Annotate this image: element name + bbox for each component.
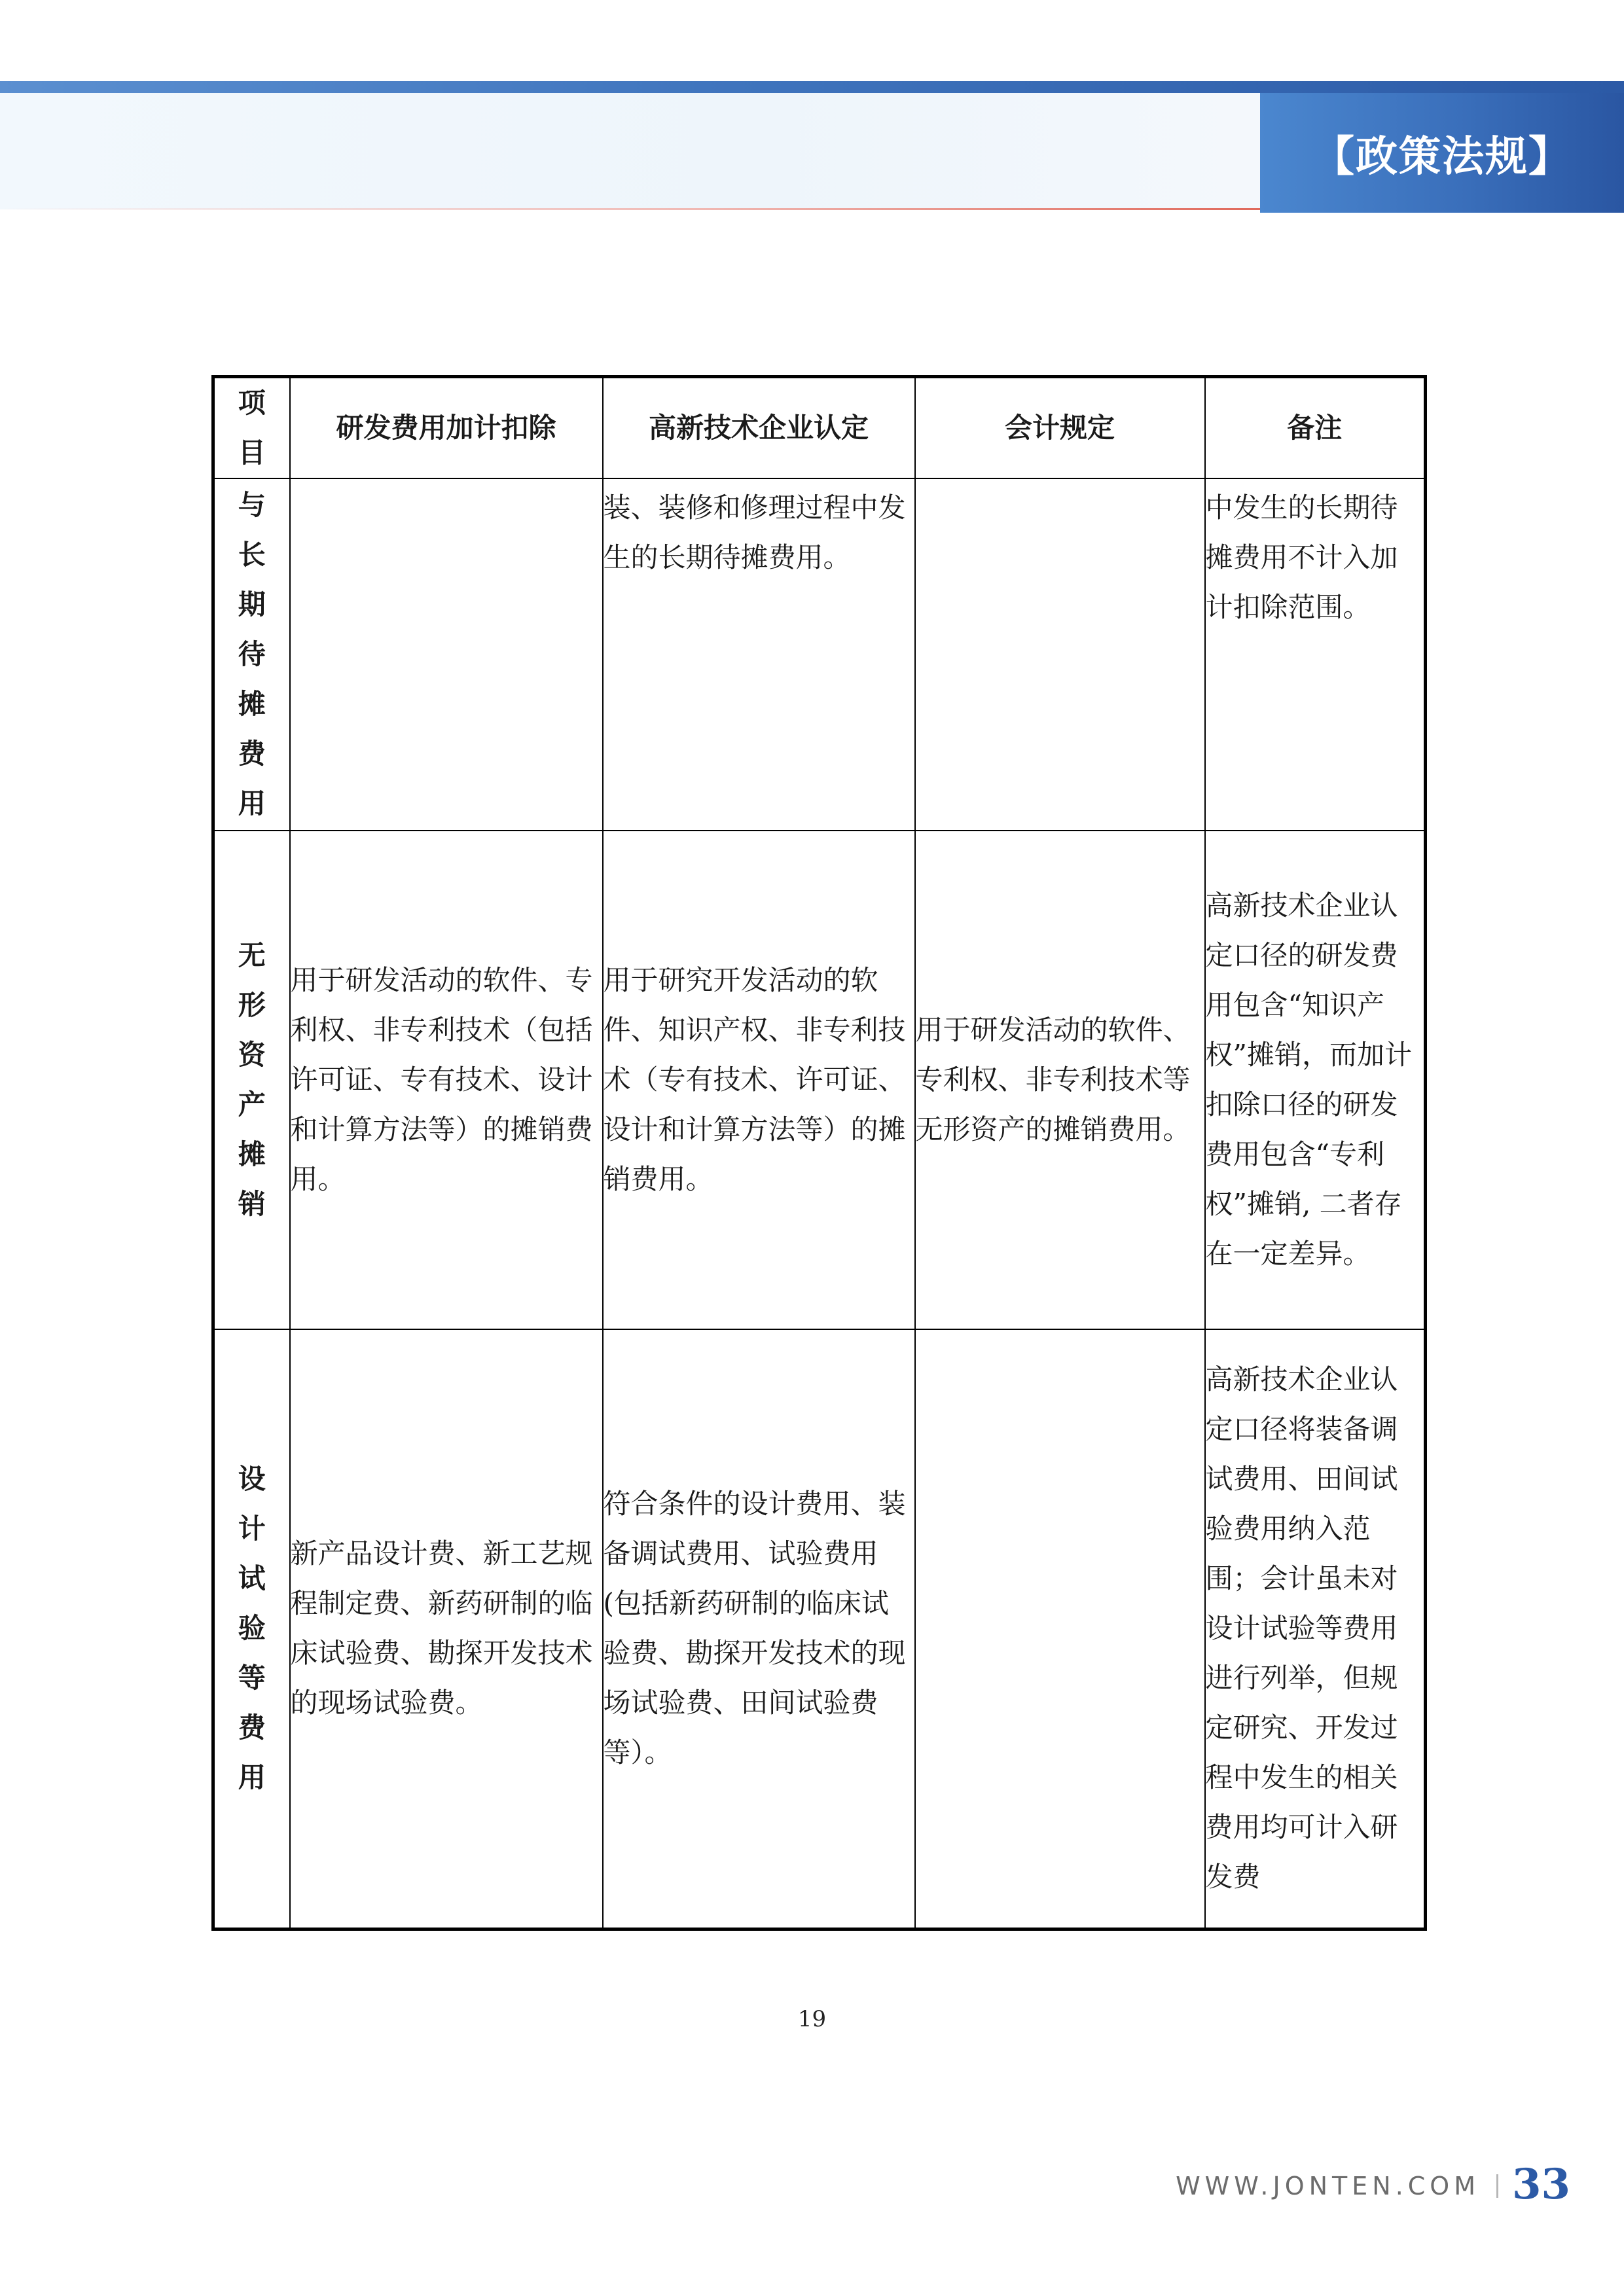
row-hnte: 装、装修和修理过程中发生的长期待摊费用。 <box>603 478 915 831</box>
table-row <box>213 1329 1426 1929</box>
page-number: 19 <box>797 2006 827 2032</box>
header-hnte: 高新技术企业认定 <box>603 377 915 479</box>
row-remark: 高新技术企业认定口径将装备调试费用、田间试验费用纳入范围；会计虽未对设计试验等费用进行列举，但规定研究、开发过程中发生的相关费用均可计入研发费 <box>1205 1329 1426 1929</box>
row-rd-deduction: 新产品设计费、新工艺规程制定费、新药研制的临床试验费、勘探开发技术的现场试验费。 <box>290 1329 603 1929</box>
row-rd-deduction <box>290 478 603 831</box>
section-title: 【政策法规】 <box>1312 132 1572 181</box>
row-item: 与长期待摊费用 <box>213 478 290 831</box>
section-tab <box>1260 93 1624 213</box>
header-item: 项目 <box>213 377 290 479</box>
header-rd-deduction: 研发费用加计扣除 <box>290 377 603 479</box>
header-accounting: 会计规定 <box>915 377 1205 479</box>
table-header-row <box>213 377 1426 479</box>
row-remark: 高新技术企业认定口径的研发费用包含“知识产权”摊销，而加计扣除口径的研发费用包含“专利权”摊销, 二者存在一定差异。 <box>1205 831 1426 1329</box>
magazine-page-number: 33 <box>1512 2160 1571 2209</box>
row-rd-deduction: 用于研发活动的软件、专利权、非专利技术（包括许可证、专有技术、设计和计算方法等）的摊销费用。 <box>290 831 603 1329</box>
comparison-table <box>211 375 1427 1931</box>
row-hnte: 用于研究开发活动的软件、知识产权、非专利技术（专有技术、许可证、设计和计算方法等）的摊销费用。 <box>603 831 915 1329</box>
row-hnte: 符合条件的设计费用、装备调试费用、试验费用(包括新药研制的临床试验费、勘探开发技术的现场试验费、田间试验费等）。 <box>603 1329 915 1929</box>
row-accounting <box>915 1329 1205 1929</box>
row-item: 设计试验等费用 <box>213 1329 290 1929</box>
row-accounting: 用于研发活动的软件、专利权、非专利技术等无形资产的摊销费用。 <box>915 831 1205 1329</box>
website-url: WWW.JONTEN.COM <box>1176 2172 1480 2200</box>
header-accent-line <box>0 81 1624 93</box>
header-band <box>0 93 1260 209</box>
row-accounting <box>915 478 1205 831</box>
row-remark: 中发生的长期待摊费用不计入加计扣除范围。 <box>1205 478 1426 831</box>
header-remark: 备注 <box>1205 377 1426 479</box>
table-row <box>213 831 1426 1329</box>
footer-divider <box>1496 2174 1498 2198</box>
row-item: 无形资产摊销 <box>213 831 290 1329</box>
table-row <box>213 478 1426 831</box>
header-red-rule <box>0 208 1260 210</box>
